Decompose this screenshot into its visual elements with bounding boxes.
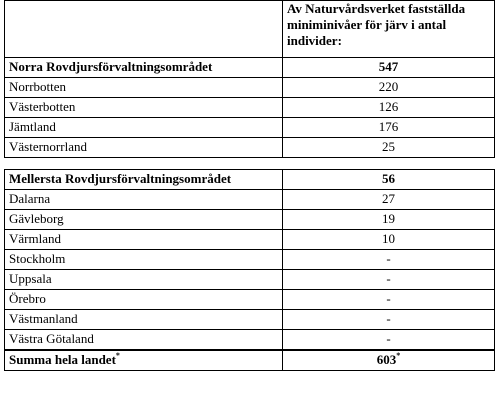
county-value: 176 — [283, 118, 495, 138]
total-value-cell — [283, 350, 495, 371]
county-name: Gävleborg — [5, 210, 283, 230]
table-row — [5, 210, 495, 230]
header-empty-cell — [5, 1, 283, 58]
county-name: Västra Götaland — [5, 330, 283, 351]
county-name: Norrbotten — [5, 78, 283, 98]
wolverine-minimum-levels-table — [4, 0, 495, 371]
county-value: 126 — [283, 98, 495, 118]
table-row — [5, 138, 495, 158]
table-row — [5, 118, 495, 138]
county-name: Uppsala — [5, 270, 283, 290]
table-row — [5, 290, 495, 310]
county-value: 19 — [283, 210, 495, 230]
total-row — [5, 350, 495, 371]
table-row — [5, 78, 495, 98]
table-row — [5, 230, 495, 250]
table-row — [5, 330, 495, 351]
total-label-cell — [5, 350, 283, 371]
county-value: 27 — [283, 190, 495, 210]
header-value-cell: Av Naturvårdsverket fastställda miniminivåer för järv i antal individer: — [283, 1, 495, 58]
county-name: Västernorrland — [5, 138, 283, 158]
group-row-norra — [5, 58, 495, 78]
group-row-mellersta — [5, 170, 495, 190]
county-name: Dalarna — [5, 190, 283, 210]
group-name: Norra Rovdjursförvaltningsområdet — [5, 58, 283, 78]
table-row — [5, 190, 495, 210]
county-value: - — [283, 270, 495, 290]
document — [4, 0, 494, 371]
table-row — [5, 250, 495, 270]
table-row — [5, 98, 495, 118]
county-value: 220 — [283, 78, 495, 98]
group-total: 547 — [283, 58, 495, 78]
table-row — [5, 310, 495, 330]
county-value: 25 — [283, 138, 495, 158]
county-value: - — [283, 310, 495, 330]
county-name: Jämtland — [5, 118, 283, 138]
total-value-footnote-marker: * — [396, 351, 401, 360]
table-row — [5, 270, 495, 290]
county-name: Västmanland — [5, 310, 283, 330]
county-value: - — [283, 250, 495, 270]
total-value: 603 — [376, 352, 397, 367]
group-name: Mellersta Rovdjursförvaltningsområdet — [5, 170, 283, 190]
group-separator — [5, 158, 495, 170]
table-header-row — [5, 1, 495, 58]
county-value: - — [283, 290, 495, 310]
county-name: Värmland — [5, 230, 283, 250]
county-name: Stockholm — [5, 250, 283, 270]
county-name: Västerbotten — [5, 98, 283, 118]
group-total: 56 — [283, 170, 495, 190]
total-label: Summa hela landet — [9, 352, 116, 367]
county-value: - — [283, 330, 495, 351]
county-value: 10 — [283, 230, 495, 250]
county-name: Örebro — [5, 290, 283, 310]
total-label-footnote-marker: * — [115, 351, 120, 360]
